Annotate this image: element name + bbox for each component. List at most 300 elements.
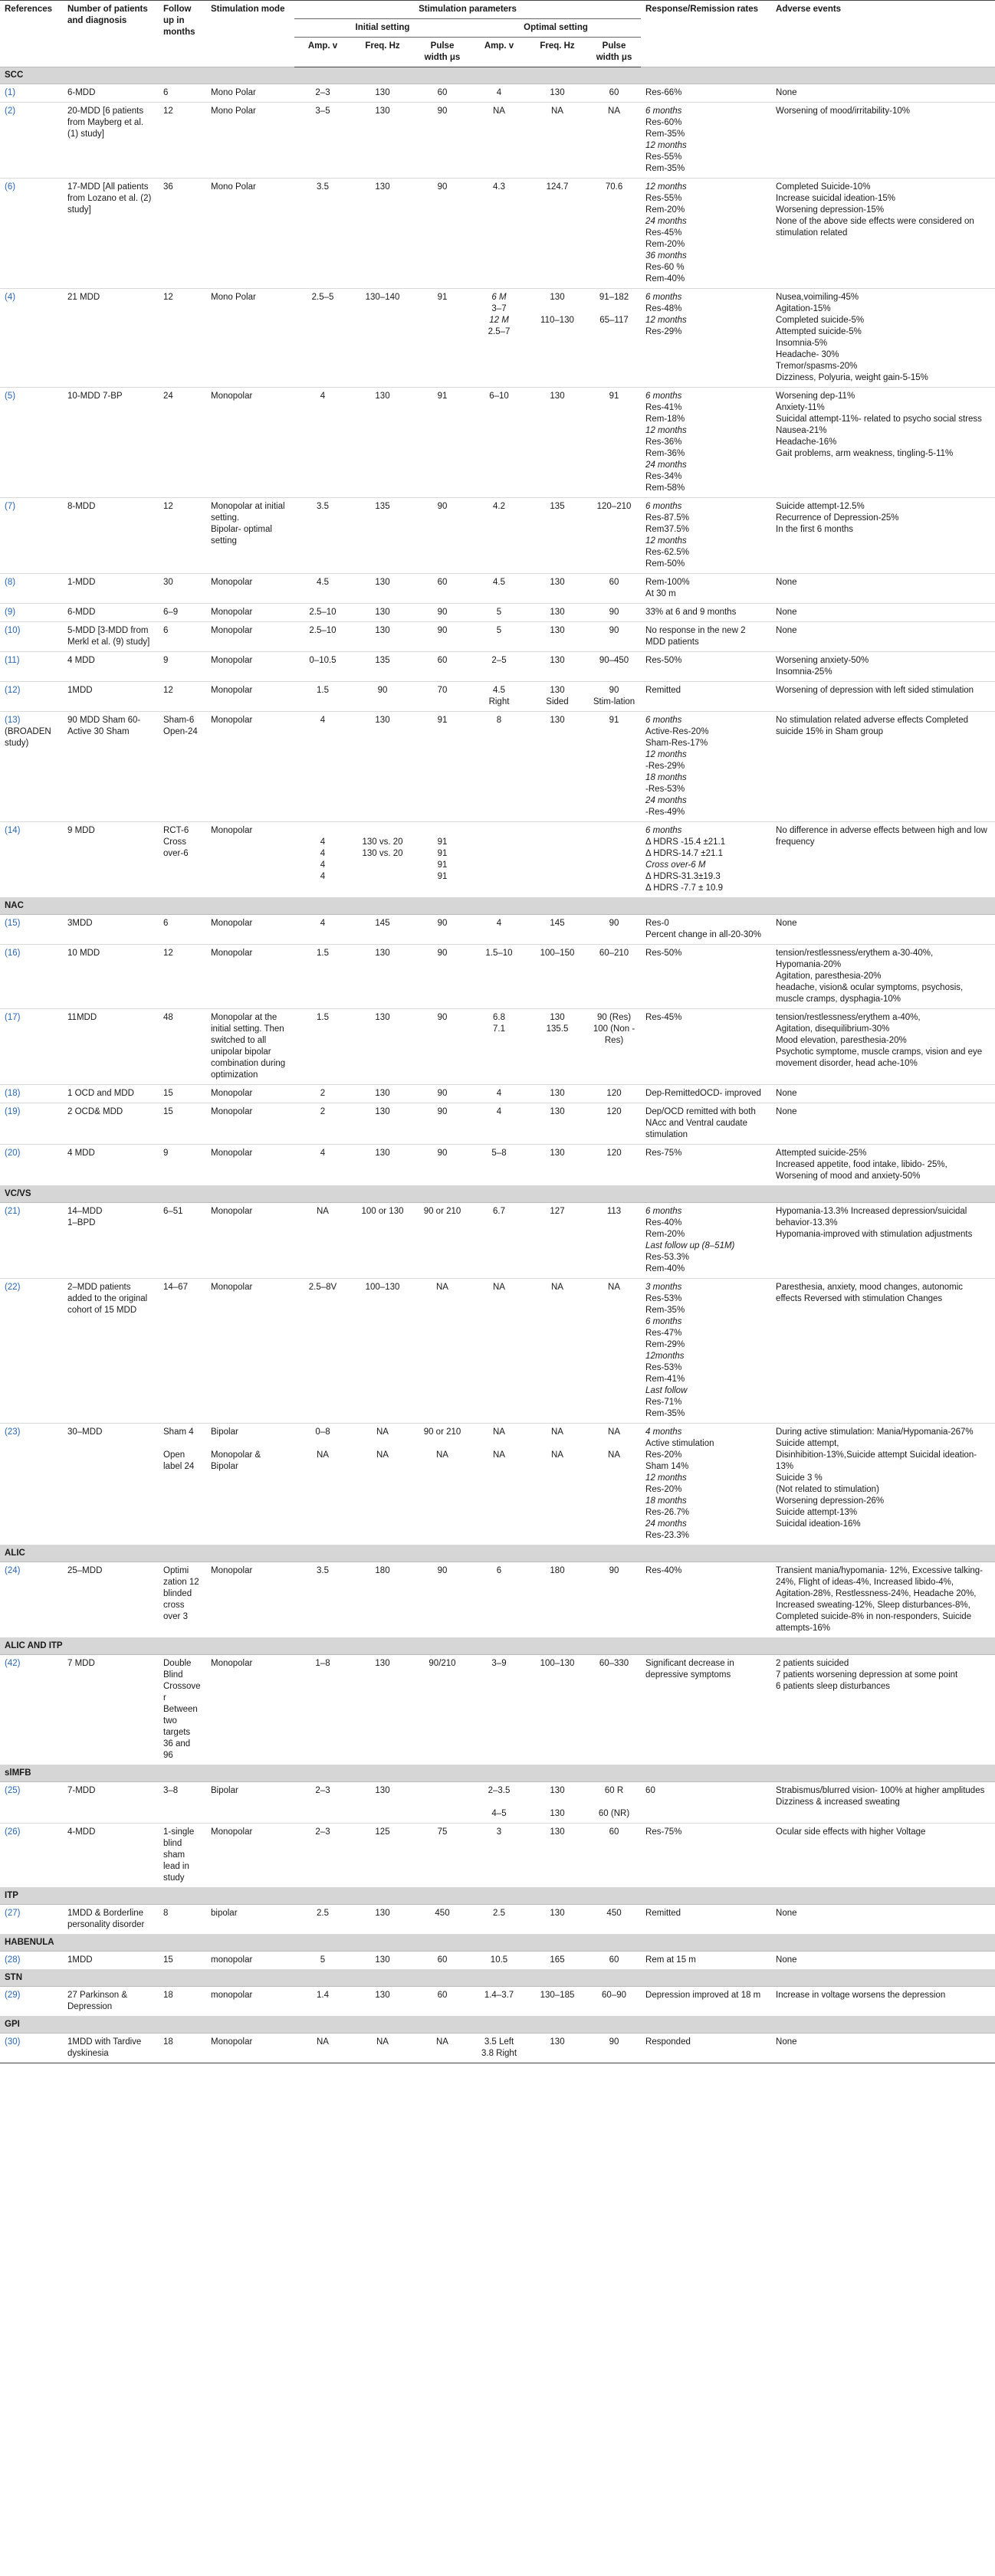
cell-line: Monopolar xyxy=(211,1566,253,1575)
cell-reference[interactable] xyxy=(0,1009,63,1085)
cell-reference[interactable] xyxy=(0,1085,63,1103)
cell-line: 90 xyxy=(437,626,448,635)
cell-line: Res-55% xyxy=(645,152,682,162)
cell-line: 130 xyxy=(375,392,390,401)
cell-line: 2.5–8V xyxy=(308,1283,337,1292)
cell-line: None xyxy=(776,626,797,635)
cell-line: Res-36% xyxy=(645,438,682,447)
cell-optimal-freq xyxy=(527,2034,587,2063)
cell-line: 130 xyxy=(375,1786,390,1795)
cell-optimal-freq xyxy=(527,1279,587,1424)
cell-reference[interactable] xyxy=(0,915,63,945)
cell-initial-amp xyxy=(294,1562,351,1638)
cell-line: 12 xyxy=(163,949,173,958)
cell-patients xyxy=(63,2034,159,2063)
reference-link[interactable]: (19) xyxy=(5,1107,21,1116)
reference-link[interactable]: (16) xyxy=(5,949,21,958)
cell-reference[interactable] xyxy=(0,84,63,103)
cell-line: NA xyxy=(493,1450,505,1460)
reference-link[interactable]: (26) xyxy=(5,1827,21,1837)
section-row xyxy=(0,1765,995,1782)
section-row xyxy=(0,1888,995,1905)
cell-initial-pw xyxy=(414,604,471,622)
reference-link[interactable]: (42) xyxy=(5,1659,21,1668)
cell-line xyxy=(163,1438,202,1450)
cell-reference[interactable] xyxy=(0,604,63,622)
cell-line: 12 xyxy=(163,107,173,116)
table-row xyxy=(0,1952,995,1970)
cell-line: Last follow up (8–51M) xyxy=(645,1241,735,1250)
cell-optimal-pw xyxy=(587,1009,641,1085)
cell-line: Increased appetite, food intake, libido- 25%, Worsening of mood and anxiety-50% xyxy=(776,1160,947,1181)
cell-mode xyxy=(206,1655,294,1765)
cell-initial-pw xyxy=(414,1085,471,1103)
reference-link[interactable]: (10) xyxy=(5,626,21,635)
cell-optimal-pw xyxy=(587,2034,641,2063)
cell-optimal-freq xyxy=(527,1145,587,1186)
cell-line: 130 xyxy=(375,1149,390,1158)
cell-line: 2–3 xyxy=(315,1827,330,1837)
cell-reference[interactable] xyxy=(0,1562,63,1638)
cell-line: 145 xyxy=(550,919,565,928)
cell-line: 130 xyxy=(375,1909,390,1918)
cell-patients xyxy=(63,388,159,498)
cell-line: Gait problems, arm weakness, tingling-5-11% xyxy=(776,449,954,458)
cell-line: 1MDD with Tardive dyskinesia xyxy=(67,2037,142,2058)
cell-line: monopolar xyxy=(211,1991,253,2000)
cell-line: Completed Suicide-10% xyxy=(776,182,871,192)
cell-line: Monopolar xyxy=(211,1149,253,1158)
cell-line: 90 xyxy=(609,919,619,928)
cell-line: 4–5 xyxy=(491,1809,507,1818)
cell-line: 91 xyxy=(437,716,448,725)
cell-line: NA xyxy=(376,2037,389,2047)
section-title: ALIC xyxy=(0,1545,995,1562)
cell-reference[interactable] xyxy=(0,498,63,574)
reference-link[interactable]: (8) xyxy=(5,578,16,587)
cell-line: 135 xyxy=(550,502,565,511)
cell-line: 33% at 6 and 9 months xyxy=(645,608,737,617)
cell-line: 2–5 xyxy=(491,656,507,665)
cell-line: Monopolar xyxy=(211,949,253,958)
cell-line: 4 xyxy=(320,716,326,725)
cell-line: NA xyxy=(608,1283,621,1292)
cell-optimal-pw xyxy=(587,1655,641,1765)
cell-reference[interactable] xyxy=(0,945,63,1009)
cell-line: Res-40% xyxy=(645,1566,682,1575)
header-followup: Follow up in months xyxy=(159,1,206,67)
cell-line: 6 patients sleep disturbances xyxy=(776,1682,891,1691)
cell-optimal-amp xyxy=(471,1562,527,1638)
cell-line: Last follow xyxy=(645,1386,688,1395)
cell-line: bipolar xyxy=(211,1909,238,1918)
table-row xyxy=(0,622,995,652)
cell-line: 90 xyxy=(437,608,448,617)
cell-line: 2.5 xyxy=(493,1909,505,1918)
cell-reference[interactable] xyxy=(0,2034,63,2063)
table-row xyxy=(0,945,995,1009)
cell-initial-freq xyxy=(351,1009,414,1085)
cell-response xyxy=(641,289,771,388)
cell-line: NA xyxy=(493,1283,505,1292)
cell-line: 120 xyxy=(606,1089,622,1098)
reference-link[interactable]: (4) xyxy=(5,293,16,302)
cell-line xyxy=(592,1797,636,1808)
cell-reference[interactable] xyxy=(0,179,63,289)
cell-patients xyxy=(63,1103,159,1145)
cell-reference[interactable] xyxy=(0,388,63,498)
cell-line: 70.6 xyxy=(605,182,623,192)
cell-initial-amp xyxy=(294,574,351,604)
cell-followup xyxy=(159,1562,206,1638)
cell-patients xyxy=(63,712,159,822)
cell-line: None xyxy=(776,578,797,587)
cell-line: Bipolar- optimal setting xyxy=(211,525,272,546)
cell-reference[interactable] xyxy=(0,622,63,652)
cell-line: 6.8 xyxy=(493,1013,505,1022)
cell-line: Remitted xyxy=(645,1909,681,1918)
cell-initial-amp xyxy=(294,945,351,1009)
cell-response xyxy=(641,915,771,945)
cell-patients xyxy=(63,498,159,574)
cell-reference[interactable] xyxy=(0,1824,63,1888)
reference-link[interactable]: (27) xyxy=(5,1909,21,1918)
cell-line: 91 xyxy=(437,392,448,401)
cell-initial-freq xyxy=(351,1824,414,1888)
cell-initial-amp xyxy=(294,915,351,945)
table-row xyxy=(0,822,995,898)
cell-line: 6 months xyxy=(645,1317,682,1326)
cell-reference[interactable] xyxy=(0,103,63,179)
reference-link[interactable]: (20) xyxy=(5,1149,21,1158)
cell-initial-amp xyxy=(294,498,351,574)
cell-initial-freq xyxy=(351,1203,414,1279)
cell-response xyxy=(641,1009,771,1085)
cell-line: Anxiety-11% xyxy=(776,403,825,412)
cell-line: 135.5 xyxy=(546,1024,569,1034)
table-row xyxy=(0,2034,995,2063)
cell-reference[interactable] xyxy=(0,1145,63,1186)
cell-initial-amp xyxy=(294,1145,351,1186)
cell-line: Rem-100% xyxy=(645,578,690,587)
cell-patients xyxy=(63,604,159,622)
cell-mode xyxy=(206,1145,294,1186)
cell-initial-pw xyxy=(414,622,471,652)
cell-optimal-pw xyxy=(587,652,641,682)
cell-line: Suicide attempt, xyxy=(776,1439,839,1448)
cell-optimal-pw xyxy=(587,1085,641,1103)
cell-initial-freq xyxy=(351,1905,414,1935)
reference-link[interactable]: (25) xyxy=(5,1786,21,1795)
cell-initial-amp xyxy=(294,652,351,682)
cell-line: 130 xyxy=(375,949,390,958)
table-row xyxy=(0,712,995,822)
cell-reference[interactable] xyxy=(0,682,63,712)
cell-line: Mono Polar xyxy=(211,293,256,302)
reference-link[interactable]: (14) xyxy=(5,826,21,835)
reference-link[interactable]: (17) xyxy=(5,1013,21,1022)
cell-adverse xyxy=(771,289,995,388)
reference-link[interactable]: (2) xyxy=(5,107,16,116)
cell-followup xyxy=(159,1782,206,1824)
cell-line: Δ HDRS-14.7 ±21.1 xyxy=(645,849,723,858)
cell-response xyxy=(641,712,771,822)
cell-adverse xyxy=(771,103,995,179)
cell-line: 91 xyxy=(437,293,448,302)
reference-link[interactable]: (13) xyxy=(5,716,21,725)
reference-link[interactable]: (30) xyxy=(5,2037,21,2047)
cell-line xyxy=(532,1797,583,1808)
cell-line: tension/restlessness/erythem a-30-40%, xyxy=(776,949,934,958)
cell-optimal-pw xyxy=(587,1424,641,1545)
header-optimal-setting: Optimal setting xyxy=(471,19,641,38)
cell-optimal-amp xyxy=(471,84,527,103)
cell-reference[interactable] xyxy=(0,1952,63,1970)
cell-initial-pw xyxy=(414,915,471,945)
cell-optimal-pw xyxy=(587,103,641,179)
reference-link[interactable]: (24) xyxy=(5,1566,21,1575)
cell-followup xyxy=(159,1279,206,1424)
cell-line: 130 xyxy=(550,1786,565,1795)
cell-optimal-pw xyxy=(587,1782,641,1824)
cell-reference[interactable] xyxy=(0,1987,63,2017)
cell-optimal-amp xyxy=(471,1424,527,1545)
cell-reference[interactable] xyxy=(0,1279,63,1424)
cell-line: 90 xyxy=(437,502,448,511)
reference-link[interactable]: (18) xyxy=(5,1089,21,1098)
cell-mode xyxy=(206,388,294,498)
cell-line xyxy=(211,1438,290,1450)
cell-line: NA xyxy=(376,1427,389,1437)
cell-line: 0–10.5 xyxy=(309,656,337,665)
cell-line: monopolar xyxy=(211,1955,253,1965)
cell-line: None xyxy=(776,1955,797,1965)
cell-line: 90–450 xyxy=(599,656,629,665)
reference-link[interactable]: (6) xyxy=(5,182,16,192)
cell-line: Cross over-6 xyxy=(163,837,189,858)
cell-line: 10-MDD 7-BP xyxy=(67,392,123,401)
cell-line: Worsening of depression with left sided stimulation xyxy=(776,686,974,695)
cell-line: Res-40% xyxy=(645,1218,682,1227)
cell-line: Worsening depression-15% xyxy=(776,205,885,215)
cell-reference[interactable] xyxy=(0,1203,63,1279)
cell-optimal-freq xyxy=(527,1905,587,1935)
cell-initial-pw xyxy=(414,1103,471,1145)
reference-link[interactable]: (21) xyxy=(5,1207,21,1216)
cell-line: 90 or 210 xyxy=(423,1207,461,1216)
cell-line: 6-MDD xyxy=(67,608,96,617)
cell-line: Res-66% xyxy=(645,88,682,97)
cell-optimal-freq xyxy=(527,915,587,945)
cell-followup xyxy=(159,84,206,103)
cell-line: 6 months xyxy=(645,392,682,401)
cell-line: tension/restlessness/erythem a-40%, xyxy=(776,1013,921,1022)
cell-line: Rem-18% xyxy=(645,415,685,424)
cell-initial-freq xyxy=(351,289,414,388)
cell-optimal-pw xyxy=(587,1952,641,1970)
reference-link[interactable]: (7) xyxy=(5,502,16,511)
cell-line: 60 xyxy=(437,1955,448,1965)
cell-line: Worsening of mood/irritability-10% xyxy=(776,107,910,116)
cell-response xyxy=(641,179,771,289)
cell-line: Res-47% xyxy=(645,1329,682,1338)
cell-line: 90 xyxy=(437,1107,448,1116)
cell-patients xyxy=(63,945,159,1009)
reference-link[interactable]: (11) xyxy=(5,656,20,665)
cell-line: Dizziness & increased sweating xyxy=(776,1798,900,1807)
cell-optimal-amp xyxy=(471,1655,527,1765)
cell-mode xyxy=(206,574,294,604)
cell-patients xyxy=(63,1824,159,1888)
cell-reference[interactable] xyxy=(0,712,63,822)
cell-line: 4 xyxy=(320,860,326,870)
reference-link[interactable]: (5) xyxy=(5,392,16,401)
cell-reference[interactable] xyxy=(0,1655,63,1765)
table-row xyxy=(0,1824,995,1888)
cell-line: Monopolar xyxy=(211,1089,253,1098)
reference-link[interactable]: (22) xyxy=(5,1283,21,1292)
cell-line: 4 xyxy=(496,88,502,97)
cell-reference[interactable] xyxy=(0,652,63,682)
cell-followup xyxy=(159,1905,206,1935)
cell-line: 130–140 xyxy=(365,293,400,302)
cell-line: 130–185 xyxy=(540,1991,575,2000)
table-row xyxy=(0,574,995,604)
cell-followup xyxy=(159,682,206,712)
cell-initial-freq xyxy=(351,1987,414,2017)
header-initial-freq: Freq. Hz xyxy=(351,38,414,67)
cell-line: 91 xyxy=(609,716,619,725)
cell-line: 2.5–10 xyxy=(309,608,337,617)
cell-adverse xyxy=(771,1782,995,1824)
cell-line: Headache- 30% xyxy=(776,350,839,359)
cell-mode xyxy=(206,682,294,712)
cell-reference[interactable] xyxy=(0,822,63,898)
cell-initial-pw xyxy=(414,1279,471,1424)
cell-patients xyxy=(63,1562,159,1638)
cell-line: NA xyxy=(317,2037,329,2047)
cell-initial-pw xyxy=(414,822,471,898)
cell-optimal-amp xyxy=(471,1824,527,1888)
cell-reference[interactable] xyxy=(0,289,63,388)
cell-line: Monopolar xyxy=(211,1827,253,1837)
cell-line: Res-87.5% xyxy=(645,513,689,523)
cell-response xyxy=(641,574,771,604)
cell-line: Nausea-21% xyxy=(776,426,827,435)
cell-line: 90 xyxy=(437,949,448,958)
cell-response xyxy=(641,1103,771,1145)
cell-followup xyxy=(159,1987,206,2017)
cell-patients xyxy=(63,84,159,103)
cell-line: Res-55% xyxy=(645,194,682,203)
cell-line: 12 months xyxy=(645,316,687,325)
cell-reference[interactable] xyxy=(0,1103,63,1145)
cell-line: 130 xyxy=(375,716,390,725)
reference-link[interactable]: (29) xyxy=(5,1991,21,2000)
cell-patients xyxy=(63,179,159,289)
cell-line: 2.5–7 xyxy=(488,327,511,336)
cell-initial-freq xyxy=(351,712,414,822)
cell-response xyxy=(641,1562,771,1638)
cell-reference[interactable] xyxy=(0,1424,63,1545)
cell-response xyxy=(641,1145,771,1186)
cell-optimal-pw xyxy=(587,1103,641,1145)
cell-line: Res-45% xyxy=(645,228,682,238)
cell-line: Monopolar xyxy=(211,686,253,695)
cell-line: Remitted xyxy=(645,686,681,695)
table-body xyxy=(0,67,995,2063)
reference-link[interactable]: (1) xyxy=(5,88,16,97)
section-title: VC/VS xyxy=(0,1186,995,1203)
cell-followup xyxy=(159,1824,206,1888)
reference-link[interactable]: (12) xyxy=(5,686,21,695)
cell-optimal-pw xyxy=(587,179,641,289)
cell-mode xyxy=(206,179,294,289)
reference-link[interactable]: (9) xyxy=(5,608,16,617)
cell-optimal-freq xyxy=(527,289,587,388)
cell-mode xyxy=(206,822,294,898)
cell-reference[interactable] xyxy=(0,1782,63,1824)
cell-optimal-freq xyxy=(527,179,587,289)
cell-followup xyxy=(159,822,206,898)
reference-link[interactable]: (15) xyxy=(5,919,21,928)
cell-line: Monopolar xyxy=(211,919,253,928)
cell-line: Res-75% xyxy=(645,1149,682,1158)
cell-initial-pw xyxy=(414,1655,471,1765)
cell-line: 60 xyxy=(437,1991,448,2000)
cell-followup xyxy=(159,498,206,574)
cell-line: 18 months xyxy=(645,1496,687,1506)
cell-initial-amp xyxy=(294,682,351,712)
cell-patients xyxy=(63,1203,159,1279)
cell-line: NA xyxy=(608,107,621,116)
section-title: GPI xyxy=(0,2017,995,2034)
cell-optimal-amp xyxy=(471,1103,527,1145)
cell-reference[interactable] xyxy=(0,1905,63,1935)
cell-line: 12 xyxy=(163,686,173,695)
cell-initial-amp xyxy=(294,1279,351,1424)
cell-line: Agitation, disequilibrium-30% xyxy=(776,1024,890,1034)
cell-line: Hypomania-improved with stimulation adjustments xyxy=(776,1230,973,1239)
table-row xyxy=(0,289,995,388)
cell-line: -Res-53% xyxy=(645,785,685,794)
cell-line: Δ HDRS-31.3±19.3 xyxy=(645,872,721,881)
cell-optimal-freq xyxy=(527,1655,587,1765)
reference-link[interactable]: (23) xyxy=(5,1427,21,1437)
cell-line: 24 xyxy=(163,392,173,401)
cell-initial-amp xyxy=(294,388,351,498)
cell-optimal-freq xyxy=(527,1782,587,1824)
cell-reference[interactable] xyxy=(0,574,63,604)
cell-line: 6 months xyxy=(645,1207,682,1216)
cell-line xyxy=(592,303,636,315)
cell-initial-amp xyxy=(294,1009,351,1085)
cell-line: 130 xyxy=(375,1013,390,1022)
cell-optimal-amp xyxy=(471,1279,527,1424)
cell-line: 3.5 xyxy=(317,1566,329,1575)
reference-link[interactable]: (28) xyxy=(5,1955,21,1965)
cell-response xyxy=(641,622,771,652)
section-title: ITP xyxy=(0,1888,995,1905)
cell-patients xyxy=(63,1085,159,1103)
cell-line: 10.5 xyxy=(490,1955,508,1965)
cell-optimal-pw xyxy=(587,84,641,103)
cell-line: headache, vision& ocular symptoms, psychosis, muscle cramps, dysphagia-10% xyxy=(776,983,964,1004)
cell-line: 90 MDD Sham 60-Active 30 Sham xyxy=(67,716,141,736)
cell-followup xyxy=(159,179,206,289)
cell-line: NA xyxy=(436,2037,448,2047)
cell-line: 9 xyxy=(163,656,169,665)
